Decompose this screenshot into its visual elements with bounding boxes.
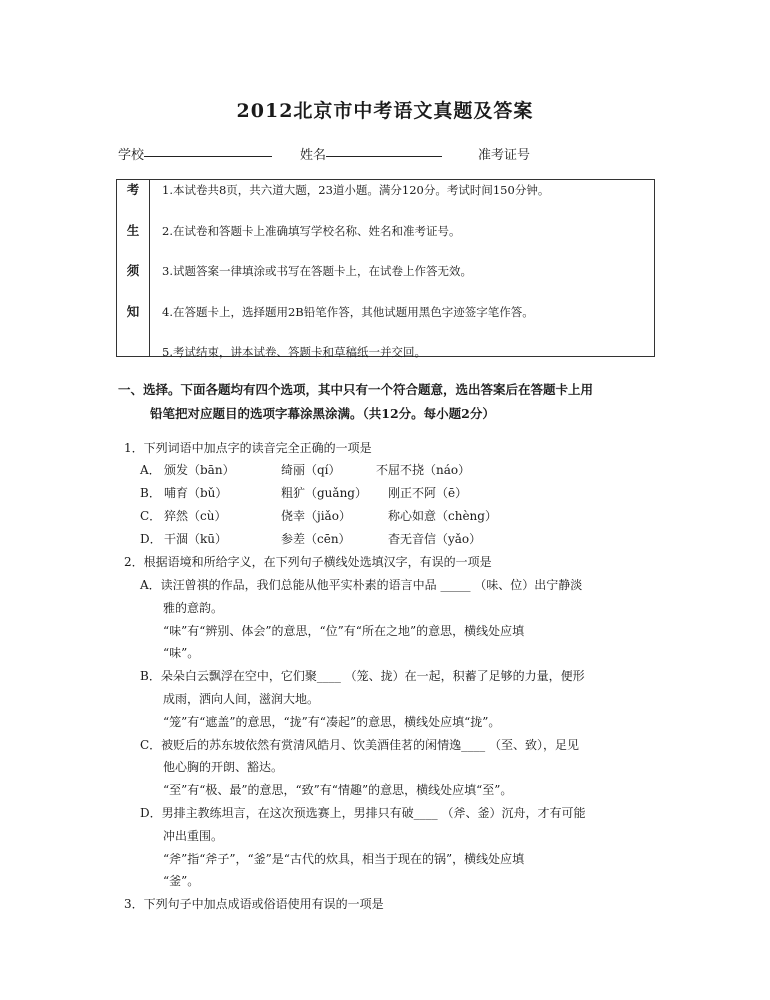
q2-option-a-note: “味”有“辨别、体会”的意思，“位”有“所在之地”的意思，横线处应填 xyxy=(163,624,525,638)
q2-option-d-line: 冲出重围。 xyxy=(163,829,224,843)
q2-option-d-note: “斧”指“斧子”，“釜”是“古代的炊具，相当于现在的锅”，横线处应填 xyxy=(163,852,525,866)
notice-item: 1.本试卷共8页，共六道大题，23道小题。满分120分。考试时间150分钟。 xyxy=(162,183,550,197)
side-char: 生 xyxy=(126,222,140,238)
question-1-stem: 1．下列词语中加点字的读音完全正确的一项是 xyxy=(124,441,372,455)
notice-item: 5.考试结束，讲本试卷、答题卡和草稿纸一并交回。 xyxy=(162,345,426,359)
option-word: 侥幸（jiǎo） xyxy=(281,509,351,523)
q2-option-b-line: B．朵朵白云飘浮在空中，它们聚____ （笼、拢）在一起，积蓄了足够的力量，便形 xyxy=(140,669,585,683)
q2-option-a-note: “味”。 xyxy=(163,646,200,660)
q2-option-a-line: A．读汪曾祺的作品，我们总能从他平实朴素的语言中品 _____ （味、位）出宁静淡 xyxy=(140,578,583,592)
name-blank xyxy=(326,144,442,157)
q1-option-d xyxy=(140,529,560,549)
q2-option-c-line: C．被贬后的苏东坡依然有赏清风皓月、饮美酒佳茗的闲情逸____ （至、致），足见 xyxy=(140,738,579,752)
q2-option-d-line: D．男排主教练坦言，在这次预选赛上，男排只有破____ （斧、釜）沉舟，才有可能 xyxy=(140,806,586,820)
notice-item: 4.在答题卡上，选择题用2B铅笔作答，其他试题用黑色字迹签字笔作答。 xyxy=(162,304,534,319)
option-word: 粗犷（guǎng） xyxy=(281,486,367,500)
side-char: 须 xyxy=(126,263,140,278)
q1-option-a xyxy=(140,460,560,480)
page-title: 2012北京市中考语文真题及答案 xyxy=(236,100,534,122)
option-word: 不屈不挠（náo） xyxy=(376,463,471,477)
notice-rules xyxy=(150,180,655,357)
option-word: 猝然（cù） xyxy=(164,509,227,523)
option-label: C． xyxy=(140,509,162,523)
option-word: 干涸（kū） xyxy=(164,532,228,546)
name-label: 姓名 xyxy=(300,148,327,163)
q2-option-b-line: 成雨，洒向人间，滋润大地。 xyxy=(163,692,320,706)
option-word: 称心如意（chèng） xyxy=(388,509,497,523)
q1-option-b xyxy=(140,483,560,503)
option-label: D． xyxy=(140,532,162,546)
notice-side-label xyxy=(117,180,150,357)
question-3-stem: 3．下列句子中加点成语或俗语使用有误的一项是 xyxy=(124,897,384,911)
question-2-stem: 2．根据语境和所给字义，在下列句子横线处选填汉字，有误的一项是 xyxy=(124,555,492,569)
section-heading-line: 一、选择。下面各题均有四个选项，其中只有一个符合题意，选出答案后在答题卡上用 xyxy=(118,382,594,397)
option-word: 哺育（bǔ） xyxy=(164,486,228,500)
q1-option-c xyxy=(140,506,560,526)
option-word: 参差（cēn） xyxy=(281,532,351,546)
q2-option-c-line: 他心胸的开朗、豁达。 xyxy=(163,760,284,774)
exam-number-label: 准考证号 xyxy=(478,148,531,163)
option-label: A． xyxy=(140,463,161,477)
side-char: 考 xyxy=(126,182,140,197)
notice-item: 2.在试卷和答题卡上准确填写学校名称、姓名和准考证号。 xyxy=(162,223,461,238)
notice-item: 3.试题答案一律填涂或书写在答题卡上，在试卷上作答无效。 xyxy=(162,264,472,278)
option-word: 颁发（bān） xyxy=(164,463,235,477)
section-heading-line: 铅笔把对应题目的选项字幕涂黑涂满。（共12分。每小题2分） xyxy=(150,406,495,421)
exam-notice-box xyxy=(116,179,655,357)
section-1-heading xyxy=(118,378,658,426)
q2-option-c-note: “至”有“极、最”的意思，“致”有“情趣”的意思，横线处应填“至”。 xyxy=(163,783,513,797)
school-blank xyxy=(144,144,272,157)
option-label: B． xyxy=(140,486,161,500)
option-word: 刚正不阿（ē） xyxy=(388,486,468,500)
side-char: 知 xyxy=(126,303,140,319)
option-word: 杳无音信（yǎo） xyxy=(388,532,482,546)
q2-option-b-note: “笼”有“遮盖”的意思，“拢”有“凑起”的意思，横线处应填“拢”。 xyxy=(163,715,501,729)
school-label: 学校 xyxy=(118,148,145,163)
q2-option-d-note: “釜”。 xyxy=(163,874,200,888)
q2-option-a-line: 雅的意韵。 xyxy=(163,601,224,615)
option-word: 绮丽（qí） xyxy=(281,463,341,477)
